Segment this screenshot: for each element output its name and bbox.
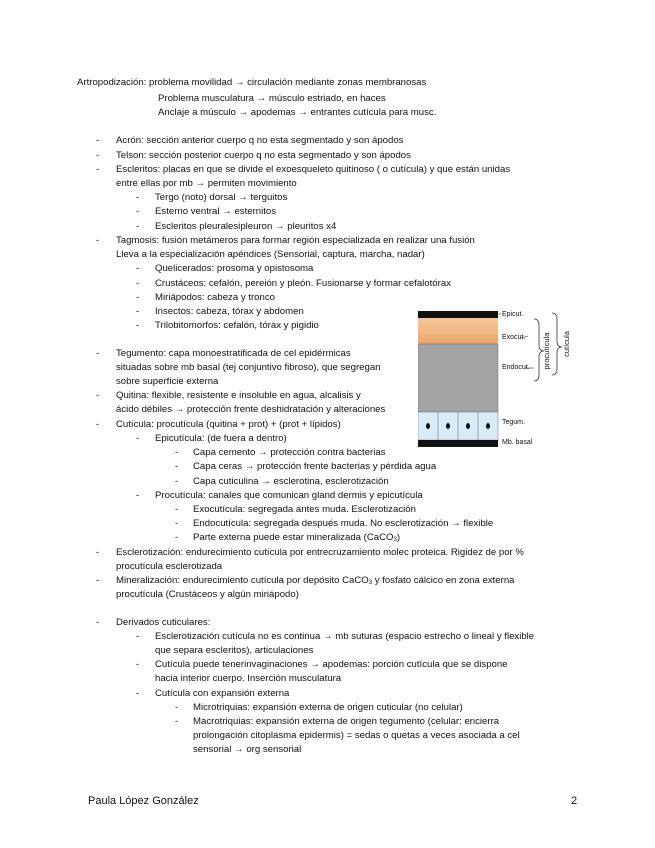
list-item-cont: procutícula (Crustáceos y algún miriápodo) (116, 589, 299, 600)
title-label: Artropodización: (77, 77, 147, 88)
list-item-cont: sobre superficie externa (116, 376, 219, 387)
bullet-dash: - (96, 419, 100, 430)
list-item: Escleritos: placas en que se divide el exoesqueleto quitinoso ( o cutícula) y que están unidas (116, 164, 511, 175)
epicut-label: Epicut. (502, 311, 524, 318)
bullet-dash: - (136, 631, 140, 642)
cuticle-label: cutícula (562, 331, 571, 357)
exocuticle-layer (418, 318, 498, 344)
list-item: Endocutícula: segregada después muda. No esclerotización → flexible (193, 518, 494, 529)
cell-nucleus (426, 423, 430, 429)
list-item: Insectos: cabeza, tórax y abdomen (155, 306, 304, 317)
list-item: Mineralización: endurecimiento cutícula por depósito CaCO$_3$ y fosfato cálcico en zona externa (116, 575, 515, 586)
bullet-dash: - (136, 659, 140, 670)
list-item: Miriápodos: cabeza y tronco (155, 292, 275, 303)
bullet-dash: - (136, 292, 140, 303)
mb-basal-label: Mb. basal (502, 439, 533, 446)
section-title (77, 77, 426, 89)
footer-author: Paula López González (88, 795, 199, 807)
list-item: Cutícula: procutícula (quitina + prot) + (prot + lípidos) (116, 419, 341, 430)
list-item: Epicutícula: (de fuera a dentro) (155, 433, 287, 444)
bullet-dash: - (175, 518, 179, 529)
list-item-cont: procutícula esclerotizada (116, 561, 223, 572)
title-line: problema movilidad → circulación mediante zonas membranosas (149, 77, 427, 88)
procuticle-label: procutícula (542, 332, 551, 370)
list-item: Capa cuticulina → esclerotina, esclerotización (193, 476, 389, 487)
list-item: Cutícula con expansión externa (155, 688, 290, 699)
footer-page-number: 2 (571, 795, 578, 807)
cuticle-diagram-svg (418, 311, 578, 449)
bullet-dash: - (136, 320, 140, 331)
bullet-dash: - (136, 278, 140, 289)
list-item-cont: que separa escleritos), articulaciones (155, 645, 314, 656)
list-item: Esclerotización: endurecimiento cutícula por entrecruzamiento molec proteica. Rigidez de por % (116, 547, 524, 558)
list-item: Procutícula: canales que comunican gland dermis y epicutícula (155, 490, 423, 501)
tegum-label: Tegum. (502, 419, 525, 426)
list-item: Derivados cuticulares: (116, 617, 211, 628)
bullet-dash: - (136, 263, 140, 274)
list-item: Tergo (noto) dorsal → terguitos (155, 192, 288, 203)
list-item-cont: situadas sobre mb basal (tej conjuntivo fibroso), que segregan (116, 362, 381, 373)
cell-nucleus (446, 423, 450, 429)
bullet-dash: - (175, 716, 179, 727)
bullet-dash: - (175, 532, 179, 543)
bullet-dash: - (136, 192, 140, 203)
cell-nucleus (466, 423, 470, 429)
bullet-dash: - (175, 461, 179, 472)
cell-nucleus (486, 423, 490, 429)
bullet-dash: - (175, 447, 179, 458)
list-item: Parte externa puede estar mineralizada (CaCO$_3$) (193, 532, 401, 543)
list-item: Tagmosis: fusión metámeros para formar región especializada en realizar una fusión (116, 235, 475, 246)
epicuticle-layer (418, 311, 498, 318)
list-item-cont: hacia interior cuerpo. Inserción musculatura (155, 673, 342, 684)
endocut-label: Endocut. (502, 364, 530, 371)
list-item: Telson: sección posterior cuerpo q no esta segmentado y son ápodos (116, 150, 411, 161)
bullet-dash: - (96, 235, 100, 246)
cuticle-brace (552, 313, 562, 375)
bullet-dash: - (96, 150, 100, 161)
list-item: Esclerotización cutícula no es continua → mb suturas (espacio estrecho o lineal y flexible (155, 631, 535, 642)
list-item-cont: Lleva a la especialización apéndices (Sensorial, captura, marcha, nadar) (116, 249, 425, 260)
list-item: Exocutícula: segregada antes muda. Esclerotización (193, 504, 416, 515)
bullet-dash: - (96, 164, 100, 175)
list-item: Capa cemento → protección contra bacterias (193, 447, 386, 458)
list-item: Quitina: flexible, resistente e insoluble en agua, alcalisis y (116, 390, 361, 401)
title-line: Anclaje a músculo → apodemas → entrantes cutícula para musc. (158, 107, 437, 118)
bullet-dash: - (96, 547, 100, 558)
bullet-dash: - (136, 433, 140, 444)
list-item-cont: sensorial → org sensorial (193, 744, 302, 755)
endocuticle-layer (418, 344, 498, 412)
bullet-dash: - (96, 348, 100, 359)
list-item: Acrón: sección anterior cuerpo q no esta segmentado y son ápodos (116, 135, 404, 146)
bullet-dash: - (136, 490, 140, 501)
list-item-cont: prolongación citoplasma epidermis) = sedas o quetas a veces asociada a cel (193, 730, 520, 741)
cuticle-diagram (418, 311, 578, 449)
list-item: Microtriquias: expansión externa de origen cuticular (no celular) (193, 702, 463, 713)
bullet-dash: - (136, 221, 140, 232)
list-item: Quelicerados: prosoma y opistosoma (155, 263, 314, 274)
bullet-dash: - (96, 617, 100, 628)
list-item: Trilobitomorfos: cefalón, tórax y pigidio (155, 320, 319, 331)
list-item: Macrotriquias: expansión externa de origen tegumento (celular: encierra (193, 716, 500, 727)
list-item: Cutícula puede tenerinvaginaciones → apodemas: porción cutícula que se dispone (155, 659, 508, 670)
list-item: Crustáceos: cefalón, pereión y pleón. Fusionarse y formar cefalotórax (155, 278, 451, 289)
bullet-dash: - (96, 390, 100, 401)
exocut-label: Exocut. (502, 334, 526, 341)
list-item: Esterno ventral → esternitos (155, 206, 277, 217)
basal-membrane-layer (418, 440, 498, 447)
bullet-dash: - (136, 688, 140, 699)
list-item-cont: ácido débiles → protección frente deshidratación y alteraciones (116, 404, 386, 415)
bullet-dash: - (136, 306, 140, 317)
list-item: Capa ceras → protección frente bacterias y pérdida agua (193, 461, 437, 472)
list-item: Tegumento: capa monoestratificada de cel epidérmicas (116, 348, 351, 359)
list-item-cont: entre ellas por mb → permiten movimiento (116, 178, 297, 189)
bullet-dash: - (96, 575, 100, 586)
bullet-dash: - (175, 702, 179, 713)
bullet-dash: - (96, 135, 100, 146)
list-item: Escleritos pleuralesipleuron → pleuritos x4 (155, 221, 337, 232)
title-line: Problema musculatura → músculo estriado, en haces (158, 93, 386, 104)
bullet-dash: - (175, 476, 179, 487)
bullet-dash: - (175, 504, 179, 515)
bullet-dash: - (136, 206, 140, 217)
